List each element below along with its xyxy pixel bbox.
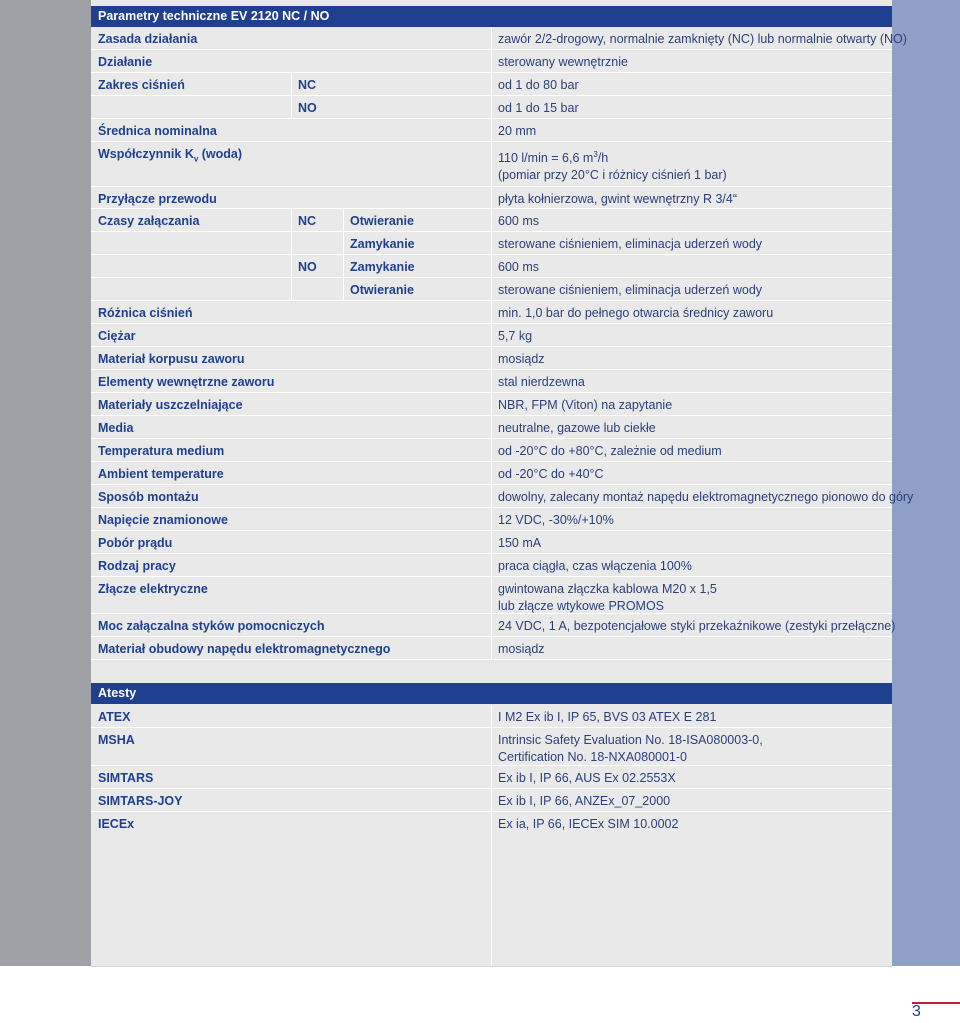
spec-row-divider — [491, 209, 492, 231]
spec-row-divider — [491, 119, 492, 141]
spec-label-text: Ambient temperature — [98, 467, 224, 481]
spec-value — [498, 443, 722, 460]
spec-value — [498, 236, 762, 253]
spec-value-text: NBR, FPM (Viton) na zapytanie — [498, 398, 673, 412]
cert-value-text: Ex ib I, IP 66, ANZEx_07_2000 — [498, 794, 671, 808]
spec-value — [498, 558, 692, 575]
spec-row-divider — [491, 462, 492, 484]
spec-row-divider — [491, 554, 492, 576]
spec-label — [98, 146, 242, 168]
spec-row — [91, 96, 892, 119]
spec-row — [91, 439, 892, 462]
spec-row — [91, 27, 907, 50]
spec-value-text: gwintowana złączka kablowa M20 x 1,5 — [498, 582, 717, 596]
cert-value-text: Ex ib I, IP 66, AUS Ex 02.2553X — [498, 771, 676, 785]
spec-label-text: Elementy wewnętrzne zaworu — [98, 375, 275, 389]
spec-label-text: Sposób montażu — [98, 490, 199, 504]
spec-label-text: Materiał obudowy napędu elektromagnetycznego — [98, 642, 391, 656]
spec-value — [498, 374, 585, 391]
spec-sublabel-2: Zamykanie — [350, 237, 415, 251]
spec-row — [91, 324, 892, 347]
left-margin-strip — [0, 0, 91, 966]
spec-row — [91, 554, 892, 577]
cert-row — [91, 766, 892, 789]
cert-value-text: Intrinsic Safety Evaluation No. 18-ISA080003-0, — [498, 733, 763, 747]
spec-label — [98, 54, 152, 71]
spec-label — [98, 77, 185, 94]
spec-label-text: Rodzaj pracy — [98, 559, 176, 573]
cert-label: SIMTARS-JOY — [98, 794, 183, 808]
spec-sublabel: NC — [298, 78, 317, 92]
spec-label — [98, 641, 390, 658]
spec-value-text: 150 mA — [498, 536, 542, 550]
spec-value — [498, 77, 579, 94]
spec-row — [91, 278, 892, 301]
spec-value — [498, 420, 656, 437]
spec-value-text: od 1 do 80 bar — [498, 78, 579, 92]
spec-row-divider — [491, 485, 492, 507]
spec-label — [98, 305, 192, 322]
cert-row — [91, 789, 892, 812]
spec-value-text: 110 l/min = 6,6 m — [498, 151, 594, 166]
spec-value — [498, 305, 773, 322]
spec-row-divider — [491, 96, 492, 118]
spec-value-text: 5,7 kg — [498, 329, 533, 343]
spec-value-text: zawór 2/2-drogowy, normalnie zamknięty (NC) lub normalnie otwarty (NO) — [498, 32, 907, 46]
spec-value — [498, 351, 545, 368]
spec-label-text: Zakres ciśnień — [98, 78, 185, 92]
spec-value — [498, 191, 737, 208]
spec-row-divider — [491, 637, 492, 659]
spec-row-divider — [491, 278, 492, 300]
spec-label — [98, 31, 197, 48]
cert-row — [91, 705, 892, 728]
spec-row-divider — [491, 347, 492, 369]
spec-value-superscript: 3 — [593, 150, 598, 159]
spec-value-text: sterowane ciśnieniem, eliminacja uderzeń wody — [498, 283, 763, 297]
spec-row — [91, 301, 892, 324]
spec-row-divider — [491, 142, 492, 186]
spec-row-divider — [491, 416, 492, 438]
spec-label — [98, 397, 243, 414]
spec-value — [498, 282, 762, 299]
spec-value-text: 20 mm — [498, 124, 537, 138]
spec-sublabel: NO — [298, 260, 317, 274]
spec-label-text: Współczynnik K — [98, 147, 194, 161]
spec-row — [91, 614, 896, 637]
spec-label — [98, 420, 133, 437]
spec-value — [498, 535, 541, 552]
spec-value-tail: /h — [597, 151, 609, 166]
spec-label — [98, 328, 136, 345]
spec-row-divider — [491, 73, 492, 95]
cert-value — [498, 793, 670, 810]
specs-header — [91, 6, 892, 27]
spec-label — [98, 213, 199, 230]
spec-label-tail: (woda) — [198, 147, 243, 161]
spec-row-subdivider — [291, 209, 292, 231]
spec-label-text: Działanie — [98, 55, 153, 69]
spec-row-subdivider — [343, 209, 344, 231]
spec-row — [91, 73, 892, 96]
spec-label-subscript: v — [193, 154, 199, 164]
spec-value-text: od -20°C do +80°C, zależnie od medium — [498, 444, 722, 458]
spec-label-text: Przyłącze przewodu — [98, 192, 217, 206]
spec-value — [498, 328, 532, 345]
spec-value-text: min. 1,0 bar do pełnego otwarcia średnicy zaworu — [498, 306, 774, 320]
spec-row-divider — [491, 393, 492, 415]
spec-label-text: Moc załączalna styków pomocniczych — [98, 619, 325, 633]
spec-row — [91, 416, 892, 439]
spec-value — [498, 641, 545, 658]
spec-row — [91, 637, 892, 660]
spec-value — [498, 397, 672, 414]
spec-row — [91, 232, 892, 255]
spec-value-text: sterowany wewnętrznie — [498, 55, 628, 69]
spec-value-text: praca ciągła, czas włączenia 100% — [498, 559, 692, 573]
cert-row — [91, 812, 892, 835]
spec-value — [498, 466, 604, 483]
spec-label-text: Pobór prądu — [98, 536, 173, 550]
cert-value — [498, 732, 763, 766]
spec-label-text: Średnica nominalna — [98, 124, 217, 138]
spec-label — [98, 558, 176, 575]
spec-value-text: 24 VDC, 1 A, bezpotencjałowe styki przekaźnikowe (zestyki przełączne) — [498, 619, 896, 633]
spec-value-text: płyta kołnierzowa, gwint wewnętrzny R 3/4“ — [498, 192, 737, 206]
spec-row-divider — [491, 255, 492, 277]
spec-label-text: Materiały uszczelniające — [98, 398, 243, 412]
spec-label — [98, 191, 217, 208]
spec-row-subdivider — [291, 232, 292, 254]
spec-value — [498, 54, 628, 71]
spec-value-text: 12 VDC, -30%/+10% — [498, 513, 614, 527]
spec-sublabel-2: Otwieranie — [350, 214, 414, 228]
spec-row-divider — [491, 531, 492, 553]
spec-value — [498, 213, 539, 230]
spec-value — [498, 489, 913, 506]
spec-sublabel: NO — [298, 101, 317, 115]
cert-value — [498, 770, 676, 787]
spec-row — [91, 393, 892, 416]
spec-value-text: neutralne, gazowe lub ciekłe — [498, 421, 656, 435]
spec-label — [98, 351, 245, 368]
spec-label — [98, 466, 224, 483]
spec-row-divider — [491, 27, 492, 49]
spec-value-text: sterowane ciśnieniem, eliminacja uderzeń wody — [498, 237, 763, 251]
spec-value — [498, 123, 536, 140]
spec-row-subdivider — [343, 255, 344, 277]
spec-row-divider — [491, 301, 492, 323]
cert-label: MSHA — [98, 733, 135, 747]
spec-label-text: Temperatura medium — [98, 444, 225, 458]
spec-row-divider — [491, 577, 492, 613]
cert-value — [498, 709, 716, 726]
spec-value — [498, 259, 539, 276]
spec-value-text: dowolny, zalecany montaż napędu elektromagnetycznego pionowo do góry — [498, 490, 914, 504]
right-margin-strip — [892, 0, 960, 966]
spec-value-text: 600 ms — [498, 260, 539, 274]
cert-value-line2: Certification No. 18-NXA080001-0 — [498, 750, 687, 764]
cert-value — [498, 816, 678, 833]
spec-sublabel-2: Zamykanie — [350, 260, 415, 274]
cert-row — [91, 728, 892, 766]
cert-value-text: Ex ia, IP 66, IECEx SIM 10.0002 — [498, 817, 679, 831]
cert-label: SIMTARS — [98, 771, 154, 785]
spec-label — [98, 535, 172, 552]
spec-row — [91, 508, 892, 531]
spec-label — [98, 443, 224, 460]
spec-row-subdivider — [291, 96, 292, 118]
spec-label-text: Materiał korpusu zaworu — [98, 352, 245, 366]
spec-row-divider — [491, 614, 492, 636]
certs-header-title: Atesty — [98, 686, 137, 700]
spec-row-subdivider — [291, 278, 292, 300]
spec-sublabel-2: Otwieranie — [350, 283, 414, 297]
spec-row — [91, 462, 892, 485]
spec-row — [91, 209, 892, 232]
spec-row-subdivider — [291, 73, 292, 95]
cert-value-text: I M2 Ex ib I, IP 65, BVS 03 ATEX E 281 — [498, 710, 717, 724]
spec-label — [98, 618, 324, 635]
spec-label — [98, 489, 199, 506]
spec-value — [498, 31, 907, 48]
spec-value-text: mosiądz — [498, 352, 545, 366]
spec-row-divider — [491, 508, 492, 530]
spec-row — [91, 119, 892, 142]
spec-row-divider — [491, 370, 492, 392]
spec-label-text: Czasy załączania — [98, 214, 200, 228]
spec-value-text: 600 ms — [498, 214, 539, 228]
spec-value-line2: lub złącze wtykowe PROMOS — [498, 599, 665, 613]
sheet-bottom-edge — [91, 966, 892, 967]
specs-header-title: Parametry techniczne EV 2120 NC / NO — [98, 9, 330, 23]
spec-label-text: Media — [98, 421, 134, 435]
spec-label-text: Ciężar — [98, 329, 136, 343]
spec-row — [91, 50, 892, 73]
spec-row — [91, 531, 892, 554]
spec-label-text: Zasada działania — [98, 32, 198, 46]
cert-label: IECEx — [98, 817, 135, 831]
spec-value-text: stal nierdzewna — [498, 375, 585, 389]
spec-row — [91, 347, 892, 370]
spec-label — [98, 512, 228, 529]
spec-label — [98, 374, 274, 391]
spec-label-text: Napięcie znamionowe — [98, 513, 228, 527]
spec-value — [498, 581, 717, 615]
spec-row — [91, 142, 892, 187]
spec-label — [98, 123, 217, 140]
cert-label: ATEX — [98, 710, 131, 724]
spec-value — [498, 100, 579, 117]
spec-row — [91, 370, 892, 393]
spec-row-divider — [491, 187, 492, 208]
spec-value-text: mosiądz — [498, 642, 545, 656]
spec-row-divider — [491, 232, 492, 254]
spec-row-divider — [491, 439, 492, 461]
spec-row-divider — [491, 324, 492, 346]
spec-row — [91, 255, 892, 278]
spec-value-line2: (pomiar przy 20°C i różnicy ciśnień 1 bar) — [498, 168, 727, 183]
page-number: 3 — [912, 1003, 921, 1020]
spec-label-text: Różnica ciśnień — [98, 306, 193, 320]
spec-value — [498, 618, 895, 635]
spec-value-text: od 1 do 15 bar — [498, 101, 579, 115]
spec-value-text: od -20°C do +40°C — [498, 467, 604, 481]
spec-value — [498, 512, 614, 529]
spec-sublabel: NC — [298, 214, 317, 228]
spec-row-subdivider — [343, 278, 344, 300]
spec-row-divider — [491, 50, 492, 72]
spec-row — [91, 485, 914, 508]
spec-row-subdivider — [291, 255, 292, 277]
spec-label-text: Złącze elektryczne — [98, 582, 208, 596]
certs-header — [91, 683, 892, 704]
spec-label — [98, 581, 208, 598]
spec-value — [498, 146, 727, 184]
spec-row-subdivider — [343, 232, 344, 254]
spec-row — [91, 577, 892, 614]
spec-row — [91, 187, 892, 209]
